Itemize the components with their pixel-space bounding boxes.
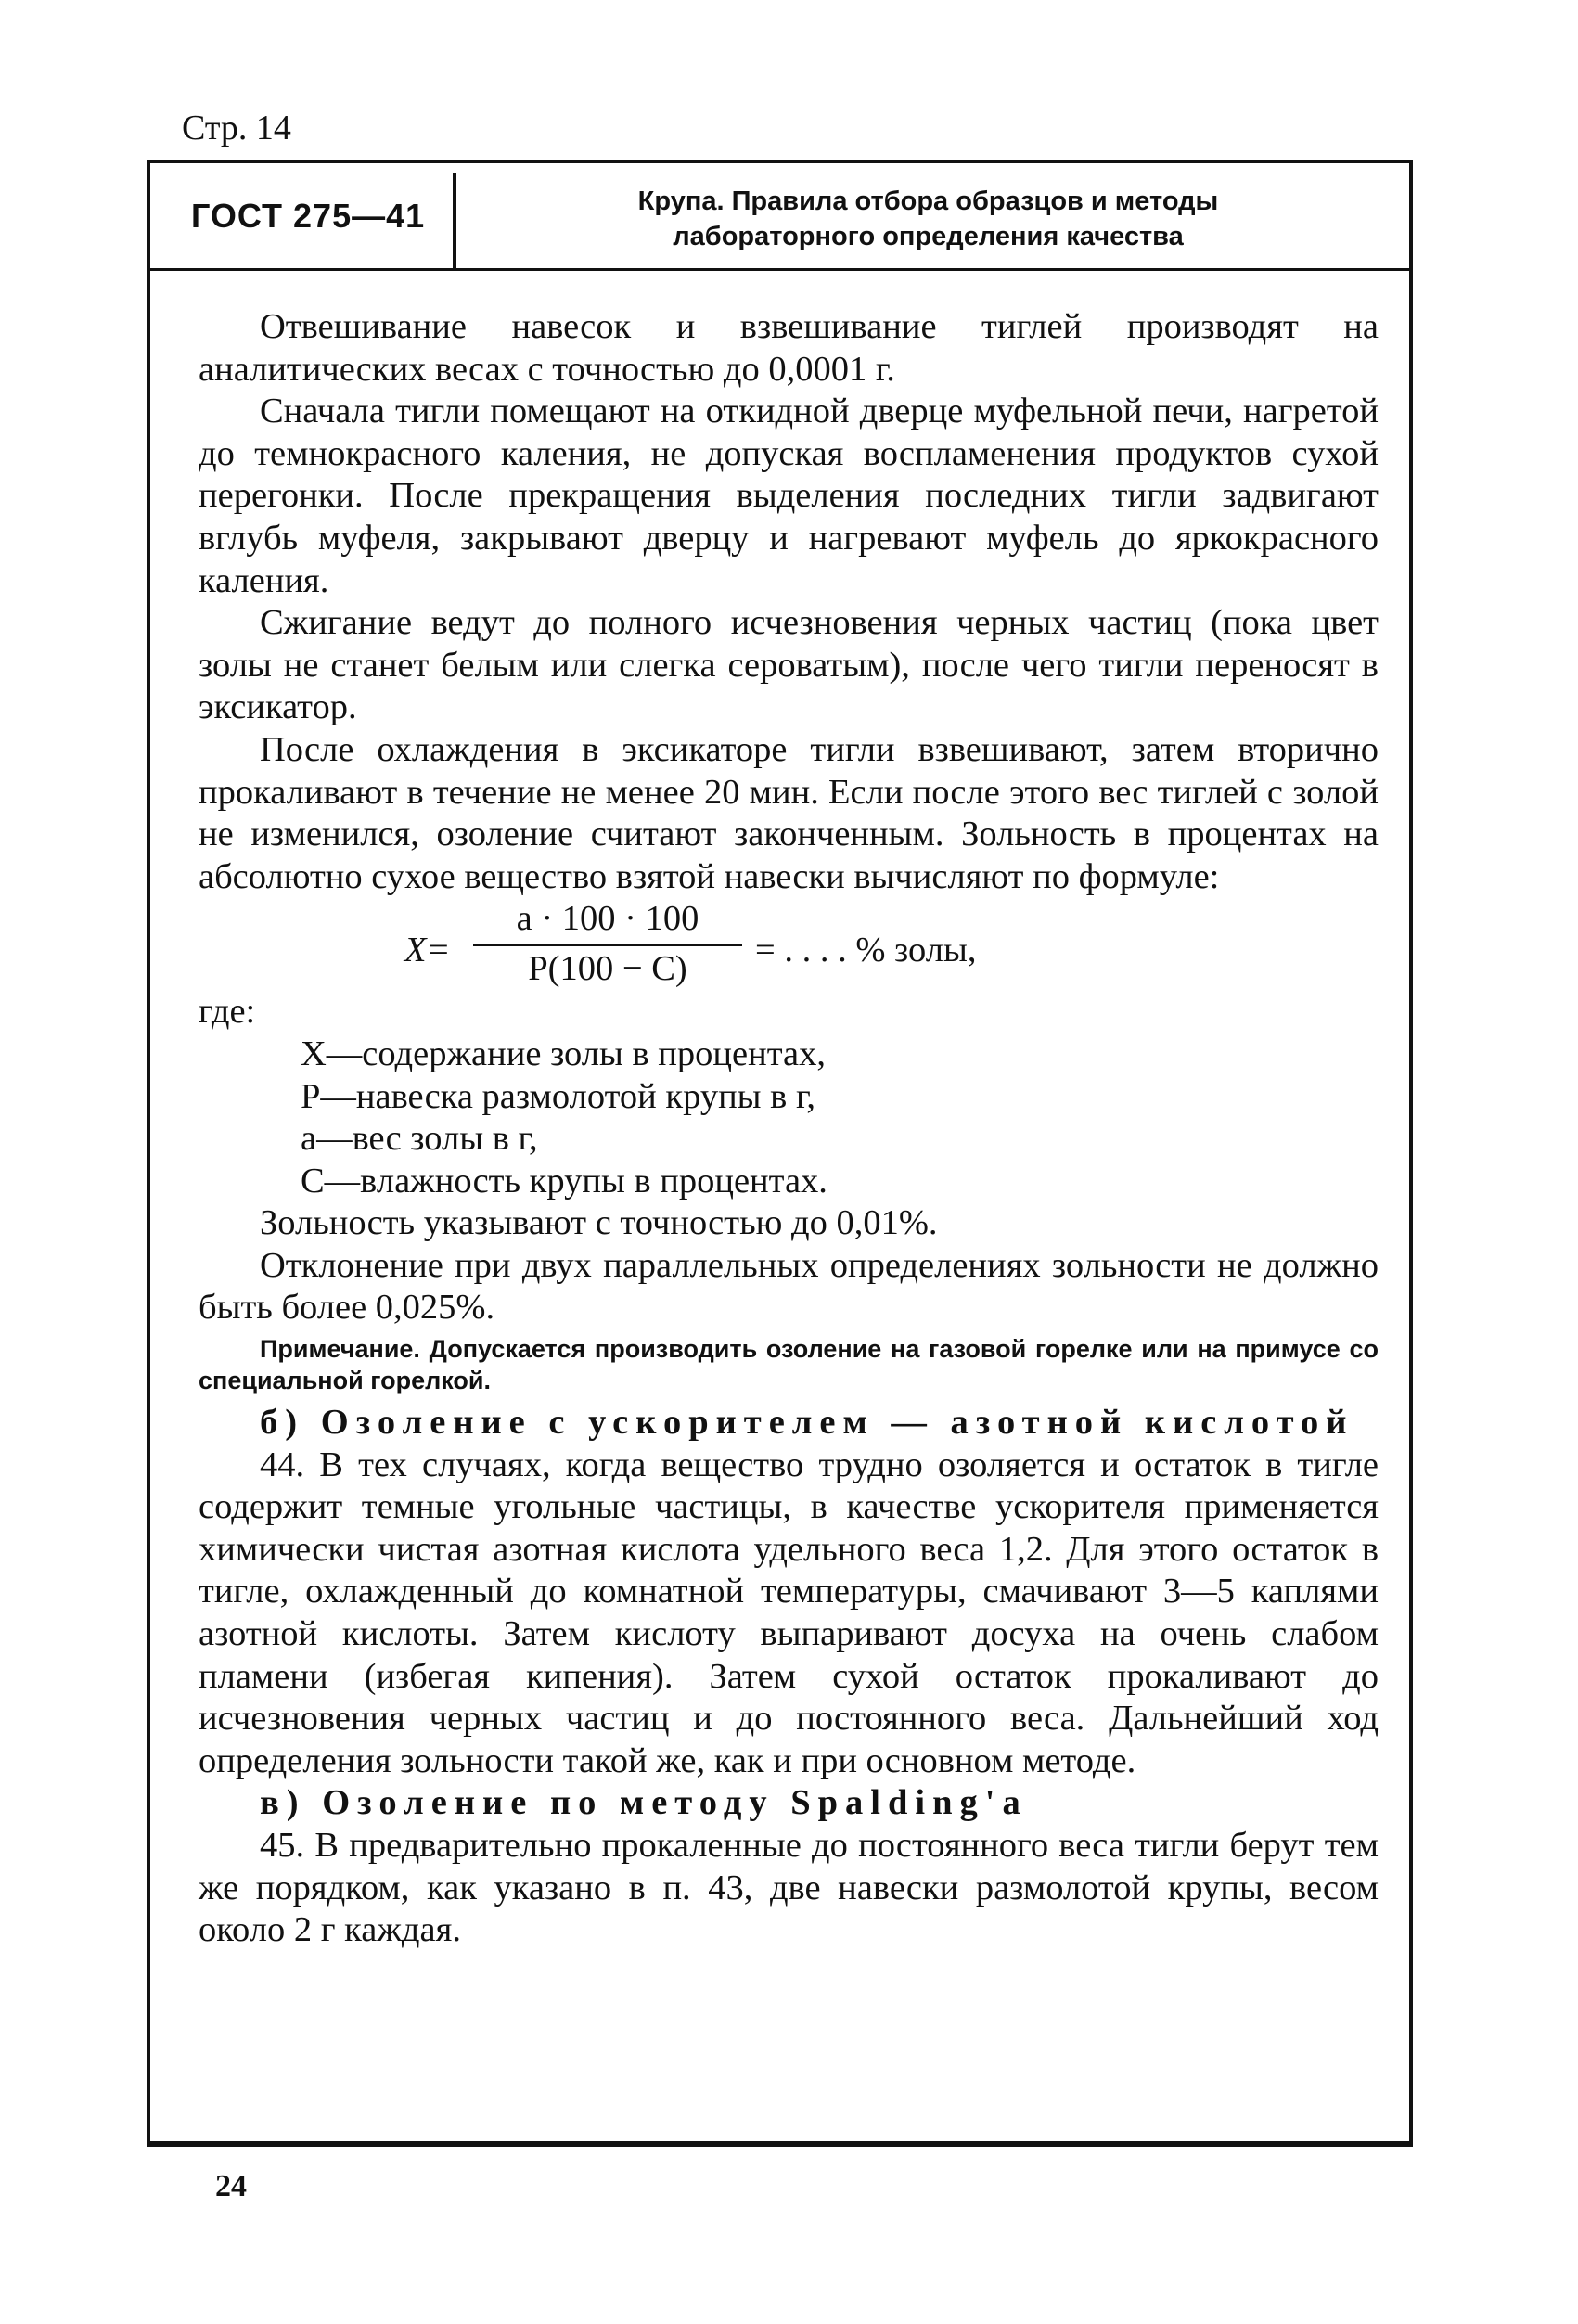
- where-label: где:: [199, 992, 256, 1032]
- formula-denominator: P(100 − C): [528, 949, 687, 989]
- formula-rhs: = . . . . % золы,: [755, 931, 977, 970]
- page-frame: [147, 160, 1413, 2147]
- document-header: [150, 163, 1409, 271]
- gost-code: ГОСТ 275—41: [191, 197, 426, 235]
- page-label: Стр. 14: [182, 109, 291, 148]
- section-c-heading: в) Озоление по методу Spalding'a: [260, 1783, 1028, 1823]
- definition-x: X—содержание золы в процентах,: [301, 1034, 826, 1073]
- fraction-bar: [473, 944, 742, 946]
- formula-lhs: X=: [404, 931, 451, 970]
- section-b-text: 44. В тех случаях, когда вещество трудно озоляется и остаток в тигле содержит темные угольные частицы, в качестве ускорителя применяется химически чистая азотная кислота удельного веса 1,2. Для этого остаток в тигле, охлажденный до комнатной температуры, смачивают 3—5 каплями азотной кислоты. Затем кислоту выпаривают досуха на очень слабом пламени (избегая кипения). Затем сухой остаток прокаливают до исчезновения черных частиц и до постоянного веса. Дальнейший ход определения зольности такой же, как и при основном методе.: [199, 1444, 1379, 1780]
- paragraph: Сжигание ведут до полного исчезновения черных частиц (пока цвет золы не станет белым или слегка сероватым), после чего тигли переносят в эксикатор.: [199, 603, 1379, 727]
- header-divider: [453, 173, 456, 269]
- body-text: [199, 306, 1379, 1952]
- paragraph: После охлаждения в эксикаторе тигли взвешивают, затем вторично прокаливают в течение не менее 20 мин. Если после этого вес тиглей с золой не изменился, озоление считают законченным. Зольность в процентах на абсолютно сухое вещество взятой навески вычисляют по формуле:: [199, 729, 1379, 896]
- definition-a: a—вес золы в г,: [301, 1119, 538, 1159]
- section-b-heading: б) Озоление с ускорителем — азотной кислотой: [260, 1403, 1354, 1443]
- document-title: [466, 184, 1391, 254]
- title-line-1: Крупа. Правила отбора образцов и методы: [637, 186, 1219, 216]
- section-c-text: 45. В предварительно прокаленные до постоянного веса тигли берут тем же порядком, как указано в п. 43, две навески размолотой крупы, весом около 2 г каждая.: [199, 1826, 1379, 1950]
- paragraph: Отвешивание навесок и взвешивание тиглей производят на аналитических весах с точностью до 0,0001 г.: [199, 307, 1379, 389]
- formula-fraction: [473, 898, 742, 989]
- formula-numerator: a · 100 · 100: [516, 899, 699, 939]
- definition-c: C—влажность крупы в процентах.: [301, 1161, 827, 1201]
- paragraph: Зольность указывают с точностью до 0,01%.: [260, 1203, 938, 1243]
- note: Примечание. Допускается производить озоление на газовой горелке или на примусе со специальной горелкой.: [199, 1335, 1379, 1395]
- page-number: 24: [215, 2169, 247, 2203]
- definition-p: P—навеска размолотой крупы в г,: [301, 1076, 816, 1116]
- paragraph: Отклонение при двух параллельных определениях зольности не должно быть более 0,025%.: [199, 1245, 1379, 1328]
- paragraph: Сначала тигли помещают на откидной дверце муфельной печи, нагретой до темнокрасного каления, не допуская воспламенения продуктов сухой перегонки. После прекращения выделения последних тигли задвигают вглубь муфеля, закрывают дверцу и нагревают муфель до яркокрасного каления.: [199, 392, 1379, 600]
- ash-formula: [199, 898, 1379, 991]
- title-line-2: лабораторного определения качества: [673, 222, 1184, 251]
